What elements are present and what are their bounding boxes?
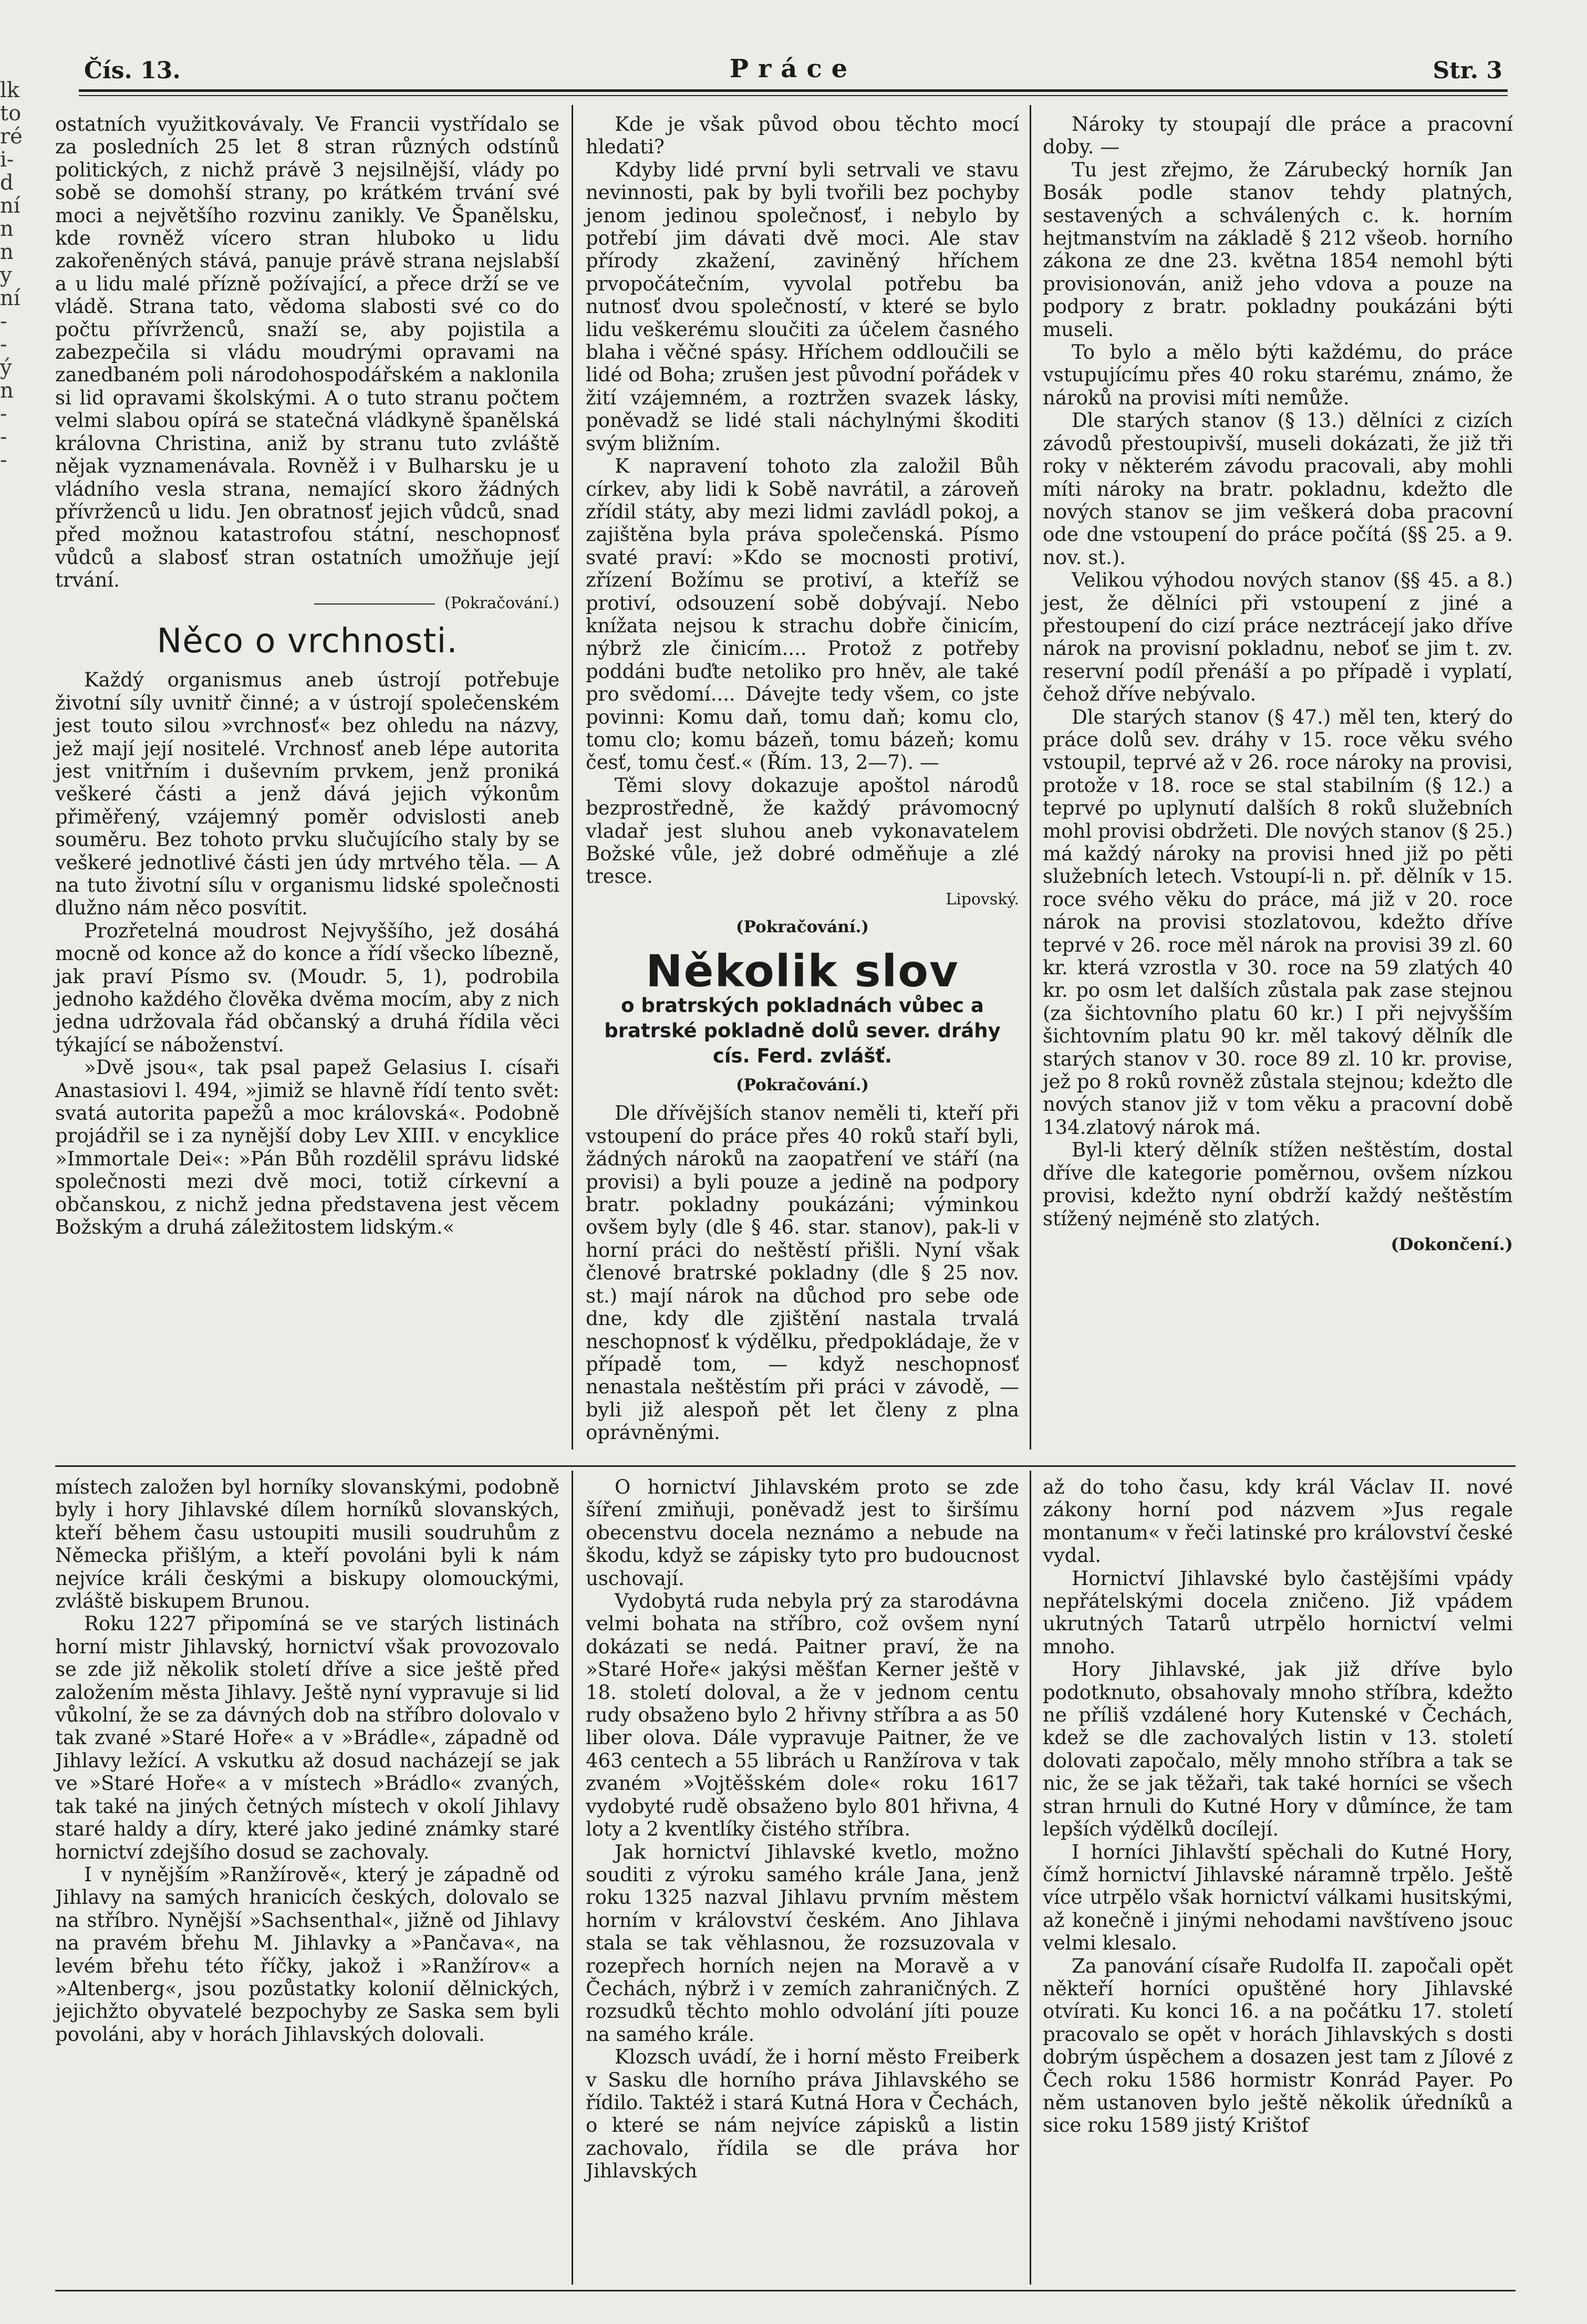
column-2-top (586, 113, 1019, 1444)
article-paragraph: Roku 1227 připomíná se ve starých listinách horní mistr Jihlavský, hornictví však provozovalo se zde již několik století dříve a sice ještě před založením města Jihlavy. Ještě nyní vypravuje si lid vůkolní, že se za dávných dob na stříbro dolovalo v tak zvané »Staré Hoře« a v »Brádle«, západně od Jihlavy ležící. A vskutku až dosud nacházejí se jak ve »Staré Hoře« a v místech »Brádlo« zvaných, tak také na jiných četných místech v okolí Jihlavy staré haldy a díry, které jako jediné známky staré hornictví zdejšího dosud se zachovaly. (55, 1612, 559, 1863)
end-note: (Dokončení.) (1391, 1234, 1513, 1254)
article-paragraph: K napravení tohoto zla založil Bůh církev, aby lidi k Sobě navrátil, a zároveň zřídil státy, aby mezi lidmi zavládl pokoj, a zajištěna byla práva společenská. Písmo svaté praví: »Kdo se mocnosti protiví, zřízení Božímu se protiví, a kteříž se protiví, odsouzení sobě dobývají. Nebo knížata nejsou k strachu dobře činicím, nýbrž zle činicím.... Protož z potřeby poddáni buďte netoliko pro hněv, ale také pro svědomí.... Dávejte tedy všem, co jste povinni: Komu daň, tomu daň; komu clo, tomu clo; komu bázeň, tomu bázeň; komu česť, tomu česť.« (Řím. 13, 2—7). — (586, 455, 1019, 774)
margin-fragment: y (0, 263, 12, 287)
article-paragraph: Každý organismus aneb ústrojí potřebuje životní síly uvnitř činné; a v ústrojí společenském jest touto silou »vrchnosť« bez ohledu na názvy, jež mají její nositelé. Vrchnosť aneb lépe autorita jest vnitřním i duševním prvkem, jenž proniká veškeré části a jenž dává jejich výkonům přiměřený, vzájemný poměr odvislosti aneb souměru. Bez tohoto prvku slučujícího staly by se veškeré jednotlivé části jen údy mrtvého těla. — A na tuto životní sílu v organismu lidské společnosti dlužno nám něco posvítit. (55, 669, 559, 920)
margin-fragment: ý (0, 356, 12, 380)
margin-fragment: - (0, 332, 7, 357)
masthead-title: Práce (729, 54, 857, 84)
margin-fragment: n (0, 217, 14, 241)
margin-fragment: - (0, 425, 7, 449)
margin-fragment: ní (0, 286, 20, 310)
column-1-top (55, 113, 559, 1239)
article-paragraph: O hornictví Jihlavském proto se zde šíření zmiňuji, poněvadž jest to širšímu obecenstvu docela neznámo a nebude na škodu, když se zápisky tyto pro budoucnost uschovají. (586, 1476, 1019, 1590)
article-paragraph: Jak hornictví Jihlavské kvetlo, možno souditi z výroku samého krále Jana, jenž roku 1325 nazval Jihlavu prvním městem horním v království českém. Ano Jihlava stala se tak věhlasnou, že rozsuzovala v rozepřech horních nejen na Moravě a v Čechách, nýbrž i v zemích zahraničných. Z rozsudků těchto mohlo odvolání jíti pouze na samého krále. (586, 1840, 1019, 2046)
header-rule (79, 89, 1508, 92)
article-paragraph: ostatních využitkovávaly. Ve Francii vystřídalo se za posledních 25 let 8 stran různých odstínů politických, z nichž právě 3 nejsilnější, vlády po sobě se domohší strany, po krátkém trvání své moci a největšího rozvinu zanikly. Ve Španělsku, kde rovněž vícero stran hluboko u lidu zakořeněných stává, panuje právě strana nejslabší a u lidu malé přízně požívající, a přece drží se ve vládě. Strana tato, vědoma slabosti své co do počtu přívrženců, snaží se, aby pojistila a zabezpečila si vládu moudrými opravami na zanedbaném poli národohospodářském a naklonila si lid opravami školskými. A o tuto stranu počtem velmi slabou opírá se statečná vládkyně španělská královna Christina, aniž by stranu tuto zvláště nějak vyznamenávala. Rovněž i v Bulharsku je u vládního vesla strana, nemající skoro žádných přívrženců u lidu. Jen obratnosť jejich vůdců, snad před možnou katastrofou státní, neschopnosť vůdců a slabosť stran ostatních umožňuje její trvání. (55, 113, 559, 592)
article-paragraph: I horníci Jihlavští spěchali do Kutné Hory, čímž hornictví Jihlavské náramně trpělo. Ještě více utrpělo však hornictví válkami husitskými, až konečně i jinými nehodami navštíveno jsouc velmi klesalo. (1043, 1840, 1513, 1955)
column-divider-bottom-2 (1030, 1471, 1031, 2285)
article-paragraph: Dle starých stanov (§ 13.) dělníci z cizích závodů přestoupivší, museli dokázati, že již tři roky v některém závodu pracovali, aby mohli míti nároky na bratr. pokladnu, kdežto dle nových stanov se jim veškerá doba pracovní ode dne vstoupení do práce počítá (§§ 25. a 9. nov. st.). (1043, 409, 1513, 569)
margin-fragment: - (0, 448, 7, 472)
article-paragraph: Dle starých stanov (§ 47.) měl ten, který do práce dolů sev. dráhy v 15. roce věku svého vstoupil, teprvé až v 26. roce nároky na provisi, protože v 18. roce se stal stabilním (§ 12.) a teprvé po uplynutí dalších 8 roků služebních mohl provisi obdržeti. Dle nových stanov (§ 25.) má každý nároky na provisi hned již po pěti služebních letech. Vstoupí-li n. př. dělník v 15. roce svého věku do práce, má již v 20. roce nárok na provisi stozlatovou, kdežto dříve teprvé v 26. roce měl nárok na provisi 39 zl. 60 kr. která vzrostla v 30. roce na 59 zlatých 40 kr. po osm let dalších zůstala pak zase stejnou (za šichtovního platu 60 kr.) I při nejvyšším šichtovním platu 90 kr. měl takový dělník dle starých stanov v 30. roce 89 zl. 10 kr. provise, jež po 8 roků rovněž zůstala stejnou; kdežto dle nových stanov již v tom věku a pracovní době 134.zlatový nárok má. (1043, 705, 1513, 1139)
footer-rule (55, 2290, 1516, 2291)
margin-fragment: - (0, 309, 7, 334)
section-rule (55, 1465, 1516, 1467)
continuation-note: (Pokračování.) (735, 918, 869, 937)
article-paragraph: Hory Jihlavské, jak již dříve bylo podotknuto, obsahovaly mnoho stříbra, kdežto ne příliš vzdálené hory Kutenské v Čechách, kdež se dle zachovalých listin v 13. století dolovati započalo, měly mnoho stříbra a tak se nic, že se jak těžaři, tak také horníci se všech stran hrnuli do Kutné Hory v důmínce, že tam lepších výdělků docílejí. (1043, 1658, 1513, 1841)
article-paragraph: Kdyby lidé první byli setrvali ve stavu nevinnosti, pak by byli tvořili bez pochyby jenom jedinou společnosť, i nebylo by potřebí jim dávati dvě moci. Ale stav přírody zkažení, zaviněný hříchem prvopočátečním, vyvolal potřebu ba nutnosť dvou společností, v které se bylo lidu veškerému sloučiti za účelem časného blaha i věčné spásy. Hříchem oddloučili se lidé od Boha; zrušen jest původní pořádek v žití vzájemném, a roztržen svazek lásky, poněvadž se lidé stali náchylnými škoditi svým bližním. (586, 158, 1019, 455)
column-1-bottom (55, 1476, 559, 2046)
margin-fragment: d (0, 171, 14, 195)
article-paragraph: Klozsch uvádí, že i horní město Freiberk v Sasku dle horního práva Jihlavského se řídilo. Taktéž i stará Kutná Hora v Čechách, o které se nám nejvíce zápisků a listin zachovalo, řídila se dle práva hor Jihlavských (586, 2046, 1019, 2183)
column-3-top (1043, 113, 1513, 1256)
article-title: Několik slov (646, 945, 959, 997)
article-paragraph: místech založen byl horníky slovanskými, podobně byly i hory Jihlavské dílem horníků slovanských, kteří během času ustoupiti musili soudruhům z Německa přišlým, a kteří povoláni byli k nám nejvíce králi českými a biskupy olomouckými, zvláště biskupem Brunou. (55, 1476, 559, 1613)
page-header (79, 50, 1508, 87)
left-margin-fragments (0, 79, 21, 709)
column-3-bottom (1043, 1476, 1513, 2137)
continuation-note: (Pokračování.) (444, 593, 559, 612)
article-paragraph: Dle dřívějších stanov neměli ti, kteří při vstoupení do práce přes 40 roků staří byli, žádných nároků na zaopatření ve stáří (na provisi) a byli pouze a jedině na podpory bratr. pokladny poukázáni; výminkou ovšem byly (dle § 46. star. stanov), pak-li v horní práci do neštěstí přišli. Nyní však členové bratrské pokladny (dle § 25 nov. st.) mají nárok na důchod pro sebe ode dne, kdy dle zjištění nastala trvalá neschopnosť k výdělku, předpokládaje, že v případě tom, — když neschopnosť nenastala neštěstím při práci v závodě, — byli již alespoň pět let členy z plna oprávněnými. (586, 1102, 1019, 1444)
article-paragraph: Velikou výhodou nových stanov (§§ 45. a 8.) jest, že dělníci při vstoupení z jiné a přestoupení do cizí práce neztrácejí jako dříve nárok na provisní pokladnu, neboť se jim t. zv. reservní podíl přenáší a po případě i vyplatí, čehož dříve nebývalo. (1043, 569, 1513, 706)
short-rule (314, 603, 435, 605)
article-paragraph: To bylo a mělo býti každému, do práce vstupujícímu přes 40 roku starému, známo, že nároků na provisi míti nemůže. (1043, 341, 1513, 409)
article-paragraph: Za panování císaře Rudolfa II. započali opět někteří horníci opuštěné hory Jihlavské otvírati. Ku konci 16. a na počátku 17. století pracovalo se opět v horách Jihlavských s dosti dobrým úspěchem a dosazen jest tam z Jílové z Čech roku 1586 hormistr Konrád Payer. Po něm ustanoven bylo ještě několik úředníků a sice roku 1589 jistý Krištof (1043, 1954, 1513, 2137)
author-signature: Lipovský. (946, 890, 1019, 909)
continuation-note: (Pokračování.) (735, 1076, 869, 1095)
article-paragraph: Těmi slovy dokazuje apoštol národů bezprostředně, že každý právomocný vladař jest sluhou aneb vykonavatelem Božské vůle, jež dobré odměňuje a zlé tresce. (586, 774, 1019, 888)
margin-fragment: i- (0, 148, 14, 172)
margin-fragment: to (0, 101, 22, 126)
article-paragraph: až do toho času, kdy král Václav II. nové zákony horní pod názvem »Jus regale montanum« v řeči latinské pro království české vydal. (1043, 1476, 1513, 1567)
margin-fragment: ré (0, 124, 23, 149)
article-paragraph: Nároky ty stoupají dle práce a pracovní doby. — (1043, 113, 1513, 159)
column-divider-top-2 (1030, 105, 1031, 1450)
margin-fragment: lk (0, 78, 20, 102)
continuation-line (55, 592, 559, 614)
article-paragraph: Kde je však původ obou těchto mocí hledati? (586, 113, 1019, 159)
article-paragraph: Byl-li který dělník stížen neštěstím, dostal dříve dle kategorie poměrnou, ovšem nízkou provisi, kdežto nyní obdrží každý neštěstím stížený nejméně sto zlatých. (1043, 1139, 1513, 1230)
issue-number: Čís. 13. (84, 57, 181, 84)
page-number: Str. 3 (1433, 57, 1502, 84)
article-subtitle: o bratrských pokladnách vůbec a bratrské pokladně dolů sever. dráhy cís. Ferd. zvlášť. (604, 994, 1001, 1068)
article-paragraph: I v nynějším »Ranžírově«, který je západně od Jihlavy na samých hranicích českých, dolovalo se na stříbro. Nynější »Sachsenthal«, jižně od Jihlavy na pravém břehu M. Jihlavky a »Pančava«, na levém břehu této říčky, jakož i »Ranžírov« a »Altenberg«, jsou pozůstatky kolonií dělnických, jejichžto obyvatelé bezpochyby ze Saska sem byli povoláni, aby v horách Jihlavských dolovali. (55, 1863, 559, 2046)
article-paragraph: »Dvě jsou«, tak psal papež Gelasius I. císaři Anastasiovi l. 494, »jimiž se hlavně řídí tento svět: svatá autorita papežů a moc královská«. Podobně projádřil se i za nynější doby Lev XIII. v encyklice »Immortale Dei«: »Pán Bůh rozdělil správu lidské společnosti mezi dvě moci, totiž církevní a občanskou, z nichž jedna představena jest věcem Božským a druhá záležitostem lidským.« (55, 1056, 559, 1239)
article-paragraph: Tu jest zřejmo, že Zárubecký horník Jan Bosák podle stanov tehdy platných, sestavených a schválených c. k. horním hejtmanstvím na základě § 212 všeob. horního zákona ze dne 23. května 1854 nemohl býti provisionován, aniž jeho vdova a pouze na podpory z bratr. pokladny poukázáni býti museli. (1043, 158, 1513, 341)
column-divider-top-1 (572, 105, 573, 1450)
column-divider-bottom-1 (572, 1471, 573, 2285)
margin-fragment: n (0, 379, 14, 403)
header-rule-thin (79, 95, 1508, 96)
article-paragraph: Vydobytá ruda nebyla prý za starodávna velmi bohata na stříbro, což ovšem nyní dokázati se nedá. Paitner praví, že na »Staré Hoře« jakýsi měšťan Kerner ještě v 18. století doloval, a že v jednom centu rudy obsaženo bylo 2 hřivny stříbra a as 50 liber olova. Dále vypravuje Paitner, že ve 463 centech a 55 librách u Ranžírova v tak zvaném »Vojtěšském dole« roku 1617 vydobyté rudě obsaženo bylo 801 hřivna, 4 loty a 2 kventlíky čistého stříbra. (586, 1590, 1019, 1841)
margin-fragment: - (0, 402, 7, 426)
article-paragraph: Prozřetelná moudrost Nejvyššího, jež dosáhá mocně od konce až do konce a řídí všecko líbezně, jak praví Písmo sv. (Moudr. 5, 1), podrobila jednoho každého člověka dvěma mocím, aby z nich jedna udržovala řád občanský a druhá řídila věci týkající se náboženství. (55, 919, 559, 1056)
column-2-bottom (586, 1476, 1019, 2183)
article-title: Něco o vrchnosti. (157, 621, 458, 661)
article-paragraph: Hornictví Jihlavské bylo častějšími vpády nepřátelskými docela zničeno. Již vpádem ukrutných Tatarů utrpělo hornictví velmi mnoho. (1043, 1567, 1513, 1658)
margin-fragment: ní (0, 194, 20, 218)
margin-fragment: n (0, 240, 14, 264)
